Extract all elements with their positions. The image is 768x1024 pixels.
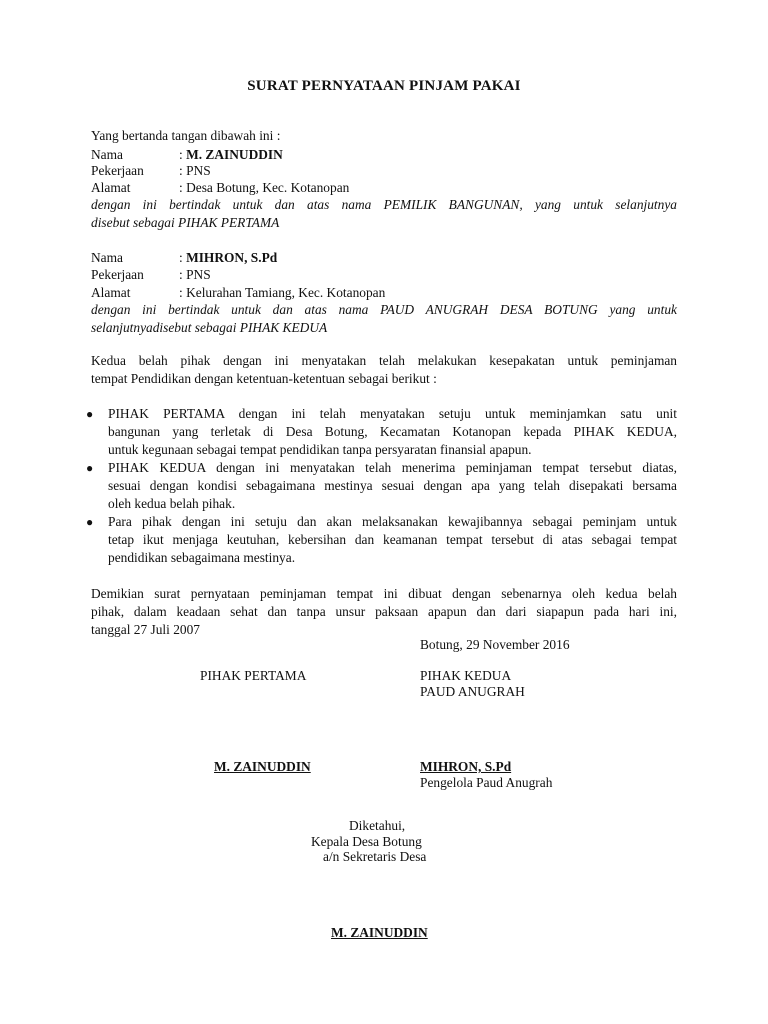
party1-role-line2: disebut sebagai PIHAK PERTAMA [91, 215, 280, 230]
party2-role-line1: dengan ini bertindak untuk dan atas nama PAUD ANUGRAH DESA BOTUNG yang untuk [91, 302, 677, 317]
party1-alamat-label: Alamat [91, 180, 131, 195]
party2-nama: MIHRON, S.Pd [186, 250, 278, 265]
right-signer-title: PIHAK KEDUA [420, 668, 512, 683]
bullet-icon: ● [86, 407, 94, 421]
left-signer-name: M. ZAINUDDIN [214, 759, 311, 774]
right-signer-org: PAUD ANUGRAH [420, 684, 525, 699]
right-signer-position: Pengelola Paud Anugrah [420, 775, 553, 790]
acknowledged-name: M. ZAINUDDIN [331, 925, 428, 940]
party1-pekerjaan: PNS [186, 163, 211, 178]
document-title: SURAT PERNYATAAN PINJAM PAKAI [247, 78, 521, 94]
party1-nama: M. ZAINUDDIN [186, 147, 283, 162]
intro-text: Yang bertanda tangan dibawah ini : [91, 128, 281, 143]
acknowledged-sub: a/n Sekretaris Desa [323, 849, 427, 864]
party2-pekerjaan-label: Pekerjaan [91, 267, 144, 282]
party2-alamat: Kelurahan Tamiang, Kec. Kotanopan [186, 285, 386, 300]
closing-line2: pihak, dalam keadaan sehat dan tanpa unsur paksaan apapun dan dari siapapun pada hari ini, [91, 604, 677, 619]
acknowledged-title: Kepala Desa Botung [311, 834, 422, 849]
bullet-1-line1: PIHAK PERTAMA dengan ini telah menyatakan setuju untuk meminjamkan satu unit [108, 406, 677, 421]
party1-nama-value: : M. ZAINUDDIN [179, 147, 283, 162]
bullet-2-line1: PIHAK KEDUA dengan ini menyatakan telah menerima peminjaman tempat tersebut diatas, [108, 460, 677, 475]
party2-alamat-label: Alamat [91, 285, 131, 300]
bullet-3-line2: tetap ikut menjaga keutuhan, kebersihan dan keamanan tempat tersebut di atas sebagai tempat [108, 532, 677, 547]
closing-line1: Demikian surat pernyataan peminjaman tempat ini dibuat dengan sebenarnya oleh kedua belah [91, 586, 677, 601]
right-signer-name: MIHRON, S.Pd [420, 759, 512, 774]
agreement-line2: tempat Pendidikan dengan ketentuan-ketentuan sebagai berikut : [91, 371, 437, 386]
party1-alamat: Desa Botung, Kec. Kotanopan [186, 180, 350, 195]
agreement-line1: Kedua belah pihak dengan ini menyatakan telah melakukan kesepakatan untuk peminjaman [91, 353, 677, 368]
bullet-icon: ● [86, 515, 94, 529]
party1-role-line1: dengan ini bertindak untuk dan atas nama PEMILIK BANGUNAN, yang untuk selanjutnya [91, 197, 677, 212]
bullet-icon: ● [86, 461, 94, 475]
left-signer-title: PIHAK PERTAMA [200, 668, 307, 683]
party1-nama-label: Nama [91, 147, 123, 162]
party2-role-line2: selanjutnyadisebut sebagai PIHAK KEDUA [91, 320, 328, 335]
place-date: Botung, 29 November 2016 [420, 637, 570, 652]
bullet-2-line3: oleh kedua belah pihak. [108, 496, 236, 511]
bullet-2-line2: sesuai dengan kondisi sebagaimana mestinya sesuai dengan apa yang telah disepakati bersama [108, 478, 677, 493]
party1-pekerjaan-value: : PNS [179, 163, 211, 178]
party2-pekerjaan-value: : PNS [179, 267, 211, 282]
party2-alamat-value: : Kelurahan Tamiang, Kec. Kotanopan [179, 285, 386, 300]
bullet-3-line3: pendidikan sebagaimana mestinya. [108, 550, 296, 565]
closing-line3: tanggal 27 Juli 2007 [91, 622, 200, 637]
acknowledged-label: Diketahui, [349, 818, 406, 833]
party2-nama-value: : MIHRON, S.Pd [179, 250, 278, 265]
bullet-1-line3: untuk kegunaan sebagai tempat pendidikan tanpa persyaratan finansial apapun. [108, 442, 532, 457]
party1-pekerjaan-label: Pekerjaan [91, 163, 144, 178]
party2-nama-label: Nama [91, 250, 123, 265]
bullet-3-line1: Para pihak dengan ini setuju dan akan melaksanakan kewajibannya sebagai peminjam untuk [108, 514, 677, 529]
party2-pekerjaan: PNS [186, 267, 211, 282]
party1-alamat-value: : Desa Botung, Kec. Kotanopan [179, 180, 350, 195]
bullet-1-line2: bangunan yang terletak di Desa Botung, Kecamatan Kotanopan kepada PIHAK KEDUA, [108, 424, 677, 439]
